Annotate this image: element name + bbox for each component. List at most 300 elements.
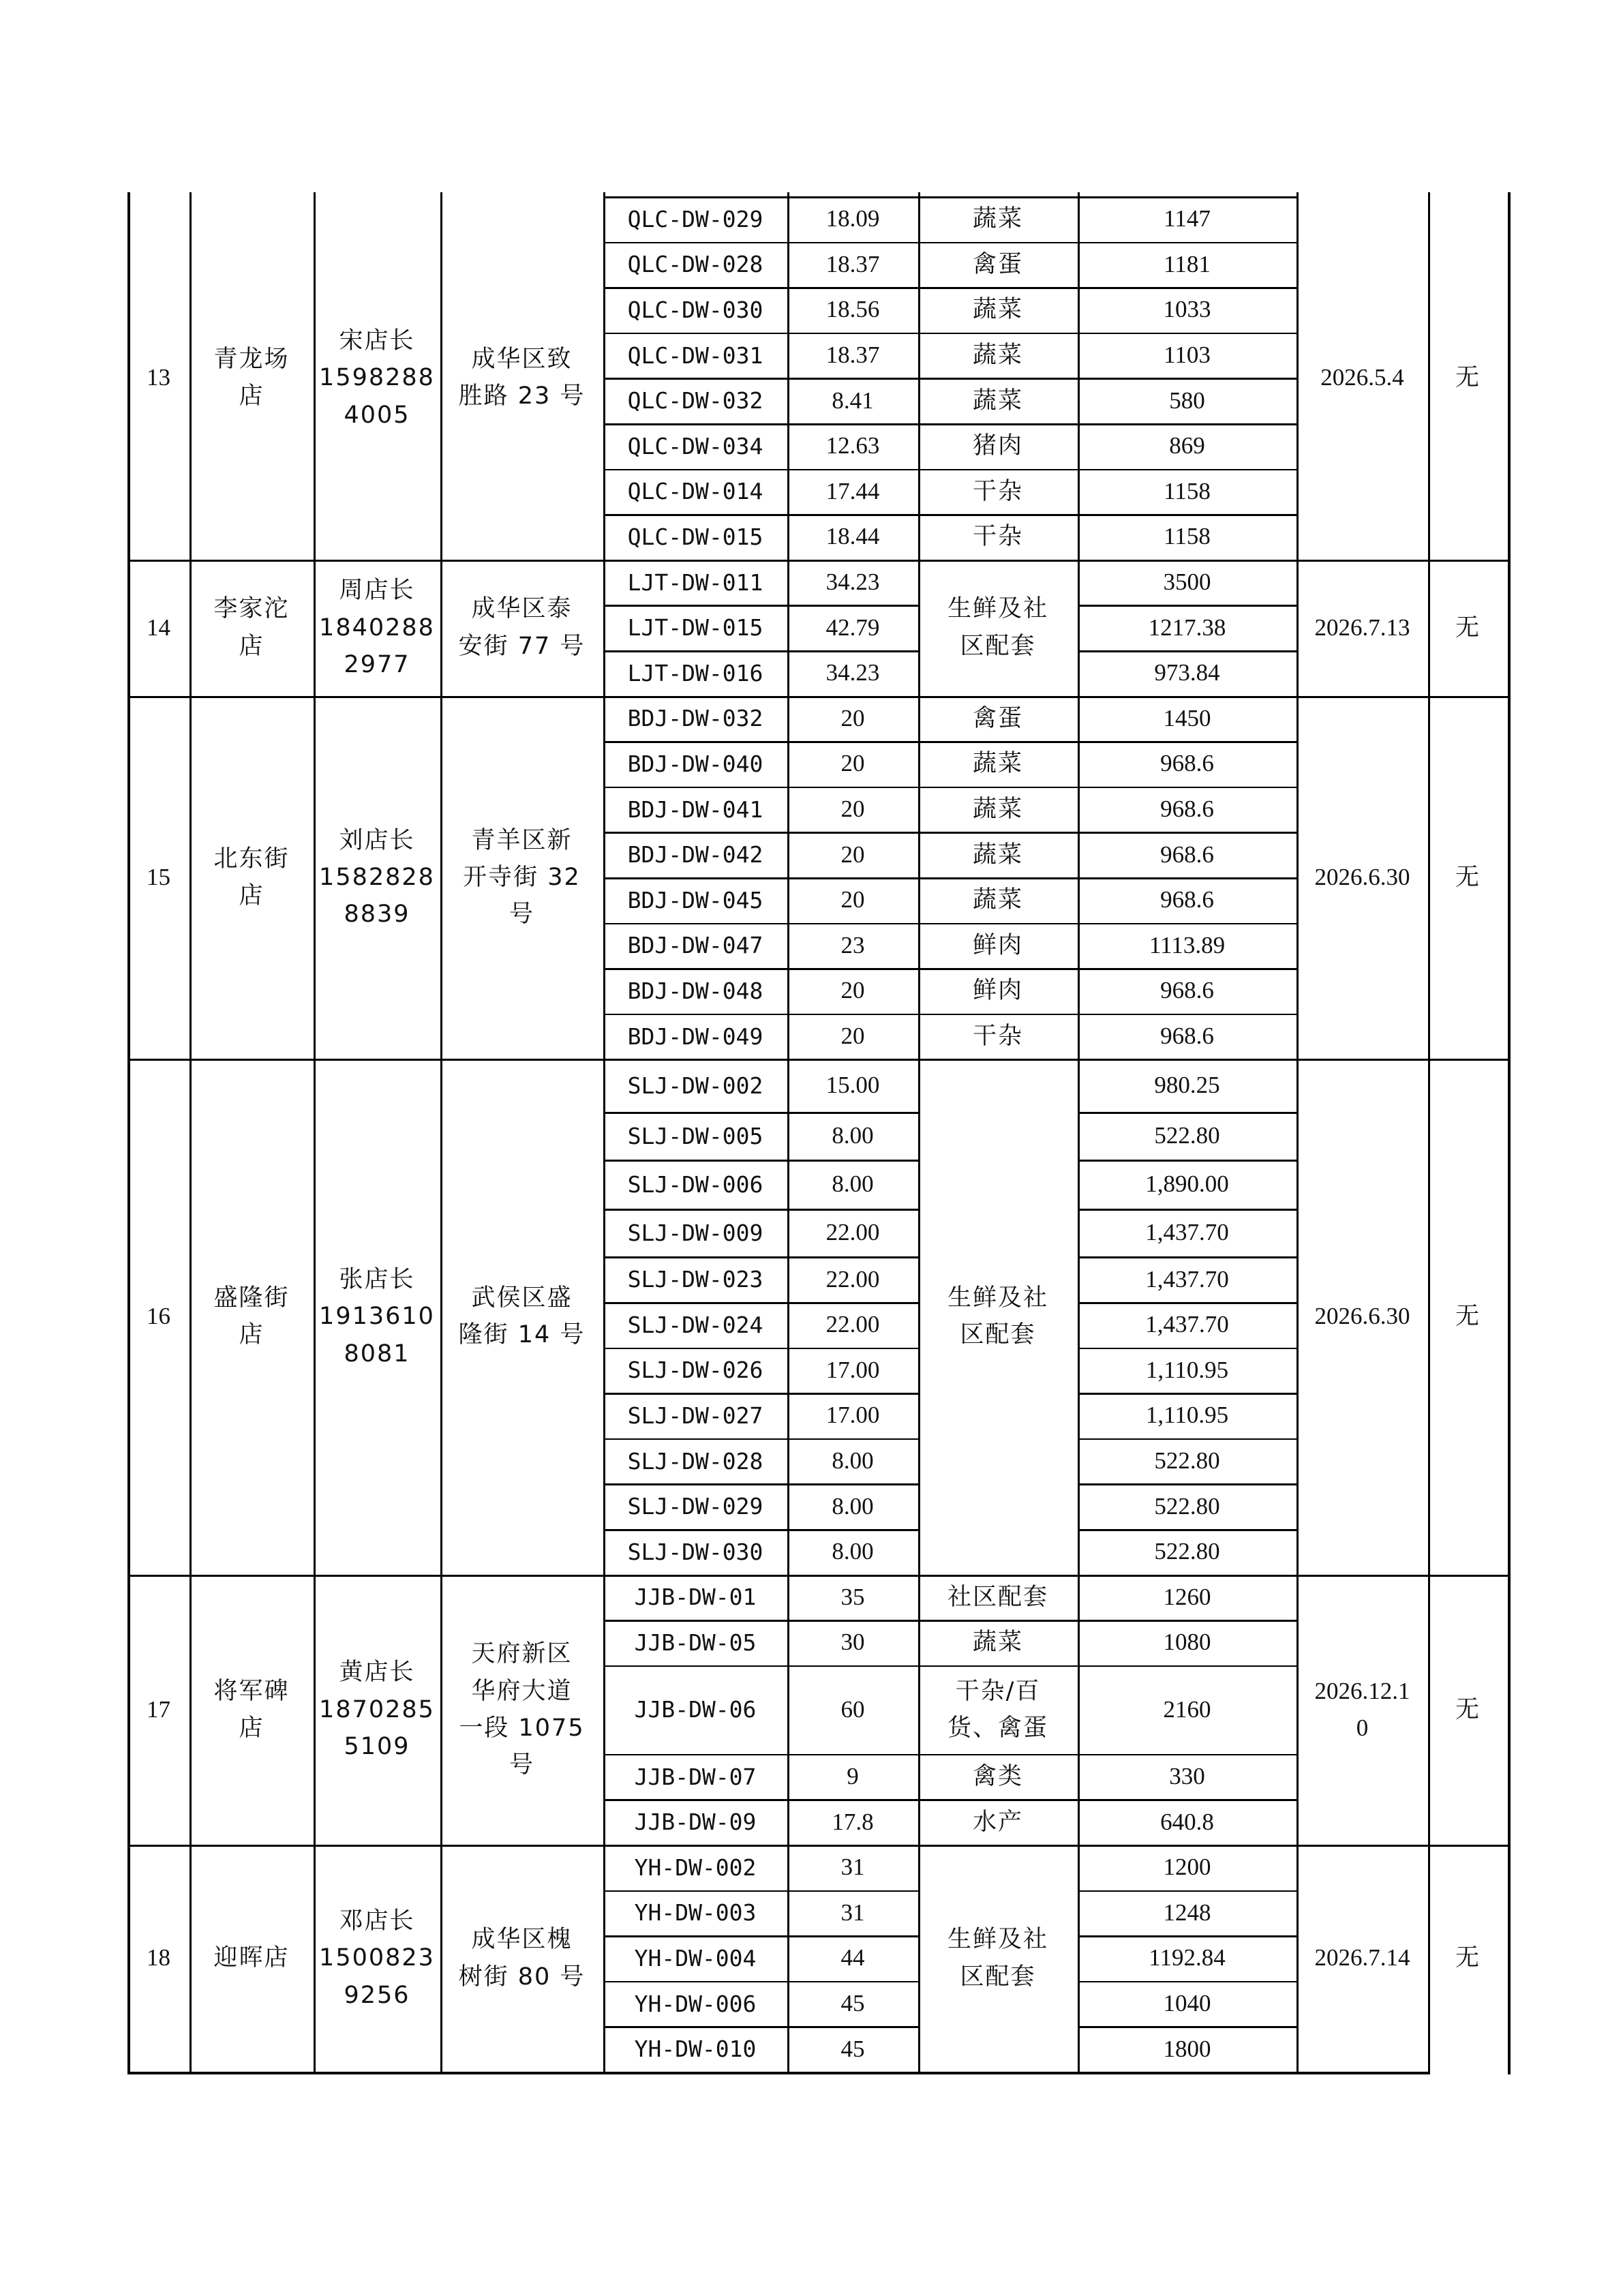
table-rule [189,192,192,2074]
store-address-lines [459,590,586,665]
stall-area [787,1302,918,1348]
row-number-text: 16 [147,1303,170,1330]
stall-code [603,1348,787,1393]
business-category [918,242,1078,288]
stall-code-text: SLJ-DW-009 [627,1219,763,1246]
store-manager-contact-line: 邓店长 [339,1907,415,1935]
remark-text: 无 [1455,1303,1481,1331]
stall-area [787,968,918,1014]
store-address-line: 开寺街 32 [463,863,581,891]
stall-area [787,333,918,378]
table-rule [127,560,1508,562]
remark [1428,1059,1508,1574]
monthly-rent-text: 1080 [1163,1629,1211,1656]
business-category-text: 禽蛋 [972,250,1023,278]
table-rule [918,192,920,2074]
business-category [918,968,1078,1014]
stall-code-text: BDJ-DW-048 [627,977,763,1004]
stall-area-text: 30 [840,1629,865,1656]
table-rule [1078,1799,1296,1801]
business-category [918,741,1078,787]
stall-area-text: 34.23 [825,568,880,595]
stall-code [603,1483,787,1529]
table-rule [314,192,316,2074]
table-rule [1078,2026,1296,2028]
remark-text: 无 [1455,364,1481,392]
store-address-line: 华府大道 [471,1677,573,1705]
table-rule [603,1302,918,1304]
store-name-text: 迎晖店 [213,1944,290,1972]
business-category [918,923,1078,969]
monthly-rent [1078,242,1296,288]
table-rule [603,1209,918,1211]
business-category [918,787,1078,832]
row-number [127,560,189,696]
table-rule [1078,923,1296,925]
monthly-rent-text: 522.80 [1154,1122,1220,1149]
table-rule [603,1529,918,1531]
stall-code-text: SLJ-DW-006 [627,1170,763,1198]
monthly-rent-text: 1147 [1164,205,1211,232]
table-rule [1078,1393,1296,1395]
stall-area-text: 17.8 [832,1808,874,1835]
contract-date [1296,696,1428,1059]
stall-code-text: YH-DW-004 [634,1944,757,1972]
monthly-rent [1078,560,1296,605]
contract-date-text: 2026.6.30 [1314,1303,1410,1330]
stall-code [603,1754,787,1800]
monthly-rent [1078,1799,1296,1845]
stall-code-text: JJB-DW-09 [634,1809,757,1836]
stall-area-text: 35 [840,1583,865,1610]
monthly-rent-text: 968.6 [1160,795,1214,822]
stall-area-text: 20 [840,1022,865,1049]
store-manager-contact-lines [319,1261,435,1372]
store-name-line: 店 [239,632,264,660]
table-rule [603,1393,918,1395]
table-rule [603,242,918,244]
business-category [918,1799,1078,1845]
stall-area [787,514,918,560]
monthly-rent-text: 1450 [1163,704,1211,731]
table-rule [603,196,1296,198]
store-name [189,196,314,560]
business-category [918,1665,1078,1754]
stall-code [603,741,787,787]
contract-date-text: 2026.7.13 [1314,614,1410,641]
stall-code [603,560,787,605]
table-rule [1078,1754,1296,1756]
table-rule [918,378,1078,380]
store-address-lines [463,822,581,933]
stall-area [787,1575,918,1620]
stall-area-text: 22.00 [825,1219,880,1246]
store-name [189,696,314,1059]
monthly-rent [1078,378,1296,423]
business-category-text: 蔬菜 [972,795,1023,823]
stall-code [603,1438,787,1484]
store-address-line: 天府新区 [471,1640,573,1668]
stall-area [787,1754,918,1800]
stall-code-text: QLC-DW-014 [627,478,763,505]
stall-area-text: 34.23 [825,659,880,686]
table-rule [603,287,918,289]
monthly-rent [1078,696,1296,742]
table-rule [918,787,1078,789]
row-number [127,1845,189,2072]
monthly-rent-text: 1,110.95 [1145,1356,1229,1383]
store-manager-contact-line: 1582828 [319,863,435,891]
monthly-rent [1078,287,1296,333]
table-rule [603,741,918,743]
stall-area-text: 20 [840,750,865,777]
stall-area-text: 18.44 [825,523,880,550]
business-category-text: 蔬菜 [972,750,1023,778]
monthly-rent-text: 968.6 [1160,977,1214,1004]
stall-area [787,1529,918,1575]
store-manager-contact-lines [319,1654,435,1765]
monthly-rent [1078,1014,1296,1059]
table-rule [127,1845,1508,1847]
stall-code-text: LJT-DW-016 [627,659,763,686]
store-address [440,560,603,696]
stall-area [787,787,918,832]
monthly-rent [1078,1256,1296,1302]
remark [1428,696,1508,1059]
monthly-rent-text: 2160 [1163,1695,1211,1723]
table-rule [1078,378,1296,380]
table-rule [603,1890,918,1892]
business-category-lines [947,1280,1048,1354]
monthly-rent-text: 580 [1169,387,1205,414]
monthly-rent [1078,1438,1296,1484]
contract-date [1296,196,1428,560]
table-rule [603,832,918,834]
monthly-rent-text: 968.6 [1160,1022,1214,1049]
stall-area [787,1935,918,1981]
store-manager-contact-line: 1840288 [319,614,435,641]
stall-code [603,968,787,1014]
contract-date [1296,1575,1428,1845]
store-manager-contact-lines [319,1903,435,2014]
monthly-rent [1078,787,1296,832]
business-category [918,514,1078,560]
stall-code-text: SLJ-DW-005 [627,1122,763,1149]
store-manager-contact-line: 1870285 [319,1695,435,1723]
table-rule [918,877,1078,879]
store-manager-contact-line: 1598288 [319,364,435,392]
contract-date-text: 2026.6.30 [1314,863,1410,890]
table-rule [1078,1890,1296,1892]
monthly-rent [1078,423,1296,469]
stall-area-text: 8.00 [832,1122,874,1149]
monthly-rent-text: 973.84 [1154,659,1220,686]
stall-code-text: SLJ-DW-030 [627,1538,763,1565]
business-category-text: 干杂 [972,1022,1023,1050]
monthly-rent [1078,1483,1296,1529]
stall-code [603,1256,787,1302]
monthly-rent [1078,877,1296,923]
remark-text: 无 [1455,1944,1481,1972]
stall-area-text: 60 [840,1695,865,1723]
table-rule [1078,650,1296,652]
monthly-rent [1078,196,1296,242]
table-rule [918,423,1078,425]
store-manager-contact-line: 9256 [344,1981,410,2009]
stall-code [603,1209,787,1256]
monthly-rent-text: 1,437.70 [1145,1311,1229,1338]
monthly-rent-text: 1,437.70 [1145,1265,1229,1293]
table-rule [603,192,605,2074]
store-manager-contact [314,696,440,1059]
stall-area-text: 8.00 [832,1170,874,1198]
stall-code-text: BDJ-DW-047 [627,932,763,959]
table-rule [918,333,1078,335]
table-rule [603,1620,918,1622]
monthly-rent-text: 1217.38 [1148,614,1226,641]
store-address-lines [459,1280,586,1354]
stall-code-text: BDJ-DW-041 [627,796,763,823]
remark-text: 无 [1455,1695,1481,1723]
store-name-lines [213,1280,289,1354]
table-rule [918,741,1078,743]
monthly-rent-text: 640.8 [1160,1808,1214,1835]
remark [1428,560,1508,696]
monthly-rent [1078,605,1296,650]
table-rule [918,287,1078,289]
store-name-line: 李家沱 [213,595,290,623]
business-category [918,1014,1078,1059]
monthly-rent-text: 1181 [1164,250,1211,277]
stall-code-text: SLJ-DW-029 [627,1493,763,1520]
store-name [189,1845,314,2072]
store-name-lines [213,841,289,915]
stall-code [603,1112,787,1160]
table-rule [1078,514,1296,516]
monthly-rent [1078,1348,1296,1393]
stall-code-text: QLC-DW-031 [627,342,763,369]
business-category-line: 生鲜及社 [947,1284,1048,1312]
row-number-text: 15 [147,863,170,890]
table-rule [1078,1483,1296,1485]
table-rule [1078,741,1296,743]
stall-area [787,877,918,923]
stall-area [787,1014,918,1059]
contract-date [1296,560,1428,696]
business-category-text: 蔬菜 [972,886,1023,914]
stall-area [787,423,918,469]
table-rule [603,1160,918,1162]
monthly-rent-text: 968.6 [1160,841,1214,868]
business-category-text: 禽蛋 [972,704,1023,732]
stall-area-text: 45 [840,2035,865,2062]
monthly-rent [1078,1620,1296,1665]
monthly-rent-text: 968.6 [1160,750,1214,777]
monthly-rent [1078,832,1296,877]
table-rule [603,1112,918,1114]
store-address-line: 成华区致 [471,346,573,374]
stall-area [787,1209,918,1256]
store-address-line: 成华区泰 [471,595,573,623]
monthly-rent [1078,1890,1296,1936]
monthly-rent [1078,1575,1296,1620]
stall-code [603,787,787,832]
table-rule [1078,1348,1296,1350]
table-rule [1078,1665,1296,1667]
table-rule [1428,192,1430,2074]
stall-code-text: SLJ-DW-002 [627,1072,763,1099]
monthly-rent [1078,1845,1296,1890]
store-manager-contact-line: 周店长 [339,577,415,605]
stall-code [603,832,787,877]
monthly-rent [1078,1393,1296,1438]
business-category-lines [947,1921,1048,1995]
table-rule [1078,1981,1296,1983]
business-category [918,333,1078,378]
stall-code-text: YH-DW-006 [634,1990,757,2017]
business-category [918,378,1078,423]
monthly-rent-text: 1,890.00 [1145,1170,1229,1198]
stall-code [603,1393,787,1438]
stall-code [603,1935,787,1981]
stall-code-text: BDJ-DW-040 [627,750,763,777]
stall-area [787,1160,918,1209]
stall-code-text: QLC-DW-015 [627,523,763,550]
table-rule [603,1438,918,1440]
business-category [918,196,1078,242]
business-category [918,423,1078,469]
business-category [918,1575,1078,1620]
store-name [189,1575,314,1845]
table-rule [1078,1014,1296,1016]
remark-text: 无 [1455,863,1481,891]
stall-code-text: YH-DW-002 [634,1854,757,1881]
stall-code-text: QLC-DW-028 [627,251,763,278]
stall-code-text: SLJ-DW-027 [627,1402,763,1429]
table-rule [1078,1438,1296,1440]
monthly-rent [1078,1160,1296,1209]
monthly-rent [1078,1665,1296,1754]
table-rule [127,2072,1428,2074]
stall-code [603,1981,787,2027]
table-rule [1078,423,1296,425]
table-rule [603,1981,918,1983]
table-rule [440,192,442,2074]
table-rule [603,2026,918,2028]
table-rule [603,1799,918,1801]
store-name [189,1059,314,1574]
business-category-text: 干杂 [972,523,1023,551]
stall-code [603,1665,787,1754]
stall-area-text: 9 [847,1762,859,1789]
business-category-line: 区配套 [960,632,1036,660]
monthly-rent-text: 1260 [1163,1583,1211,1610]
monthly-rent-text: 1113.89 [1149,931,1226,958]
business-category [918,1845,1078,2072]
table-rule [1078,1935,1296,1937]
stall-area [787,287,918,333]
business-category-text: 蔬菜 [972,1629,1023,1657]
stall-code [603,1799,787,1845]
table-rule [1078,1620,1296,1622]
table-rule [603,1014,918,1016]
table-rule [1078,1160,1296,1162]
store-manager-contact-lines [319,322,435,434]
row-number-text: 14 [147,614,170,641]
table-rule [918,968,1078,970]
stall-code-text: BDJ-DW-042 [627,841,763,868]
stall-area [787,696,918,742]
stall-code [603,287,787,333]
stall-code [603,605,787,650]
stall-area [787,923,918,969]
table-rule [918,1014,1078,1016]
monthly-rent-text: 1248 [1163,1899,1211,1926]
store-name-lines [213,590,289,665]
table-rule [603,877,918,879]
table-rule [603,923,918,925]
store-manager-contact-line: 1913610 [319,1303,435,1331]
remark [1428,1845,1508,2072]
business-category-line: 生鲜及社 [947,595,1048,623]
stall-code [603,1302,787,1348]
monthly-rent [1078,469,1296,515]
table-rule [127,1059,1508,1061]
table-rule [1078,1256,1296,1258]
store-address-line: 安街 77 号 [458,632,586,660]
store-address [440,1059,603,1574]
remark-text: 无 [1455,614,1481,641]
store-manager-contact [314,1575,440,1845]
table-rule [918,832,1078,834]
store-name-line: 店 [239,1714,264,1742]
stall-code-text: JJB-DW-05 [634,1629,757,1656]
table-rule [1078,192,1080,2074]
business-category-text: 鲜肉 [972,931,1023,959]
table-rule [918,923,1078,925]
stall-area-text: 15.00 [825,1072,880,1099]
stall-code [603,1845,787,1890]
monthly-rent-text: 1103 [1164,341,1211,368]
table-rule [1078,469,1296,471]
table-rule [603,968,918,970]
contract-date-line: 0 [1356,1714,1369,1741]
stall-code-text: JJB-DW-06 [634,1696,757,1723]
monthly-rent-text: 1200 [1163,1854,1211,1881]
store-manager-contact-line: 刘店长 [339,826,415,854]
stall-code [603,1575,787,1620]
monthly-rent [1078,1754,1296,1800]
stall-area-text: 17.00 [825,1402,880,1429]
table-rule [1078,287,1296,289]
store-name [189,560,314,696]
store-manager-contact-line: 8839 [344,901,410,928]
stall-code-text: JJB-DW-01 [634,1584,757,1611]
table-rule [787,192,789,2074]
stall-code-text: QLC-DW-029 [627,205,763,232]
stall-area-text: 45 [840,1989,865,2016]
table-rule [918,469,1078,471]
stall-code-text: JJB-DW-07 [634,1763,757,1790]
business-category-text: 水产 [972,1808,1023,1836]
store-manager-contact-line: 4005 [344,401,410,429]
store-name-line: 店 [239,382,264,410]
monthly-rent-text: 3500 [1163,568,1211,595]
store-name-line: 将军碑 [213,1677,290,1705]
table-rule [1078,1112,1296,1114]
business-category-text: 干杂/百 货、禽蛋 [947,1677,1048,1742]
store-name-line: 北东街 [213,845,290,873]
